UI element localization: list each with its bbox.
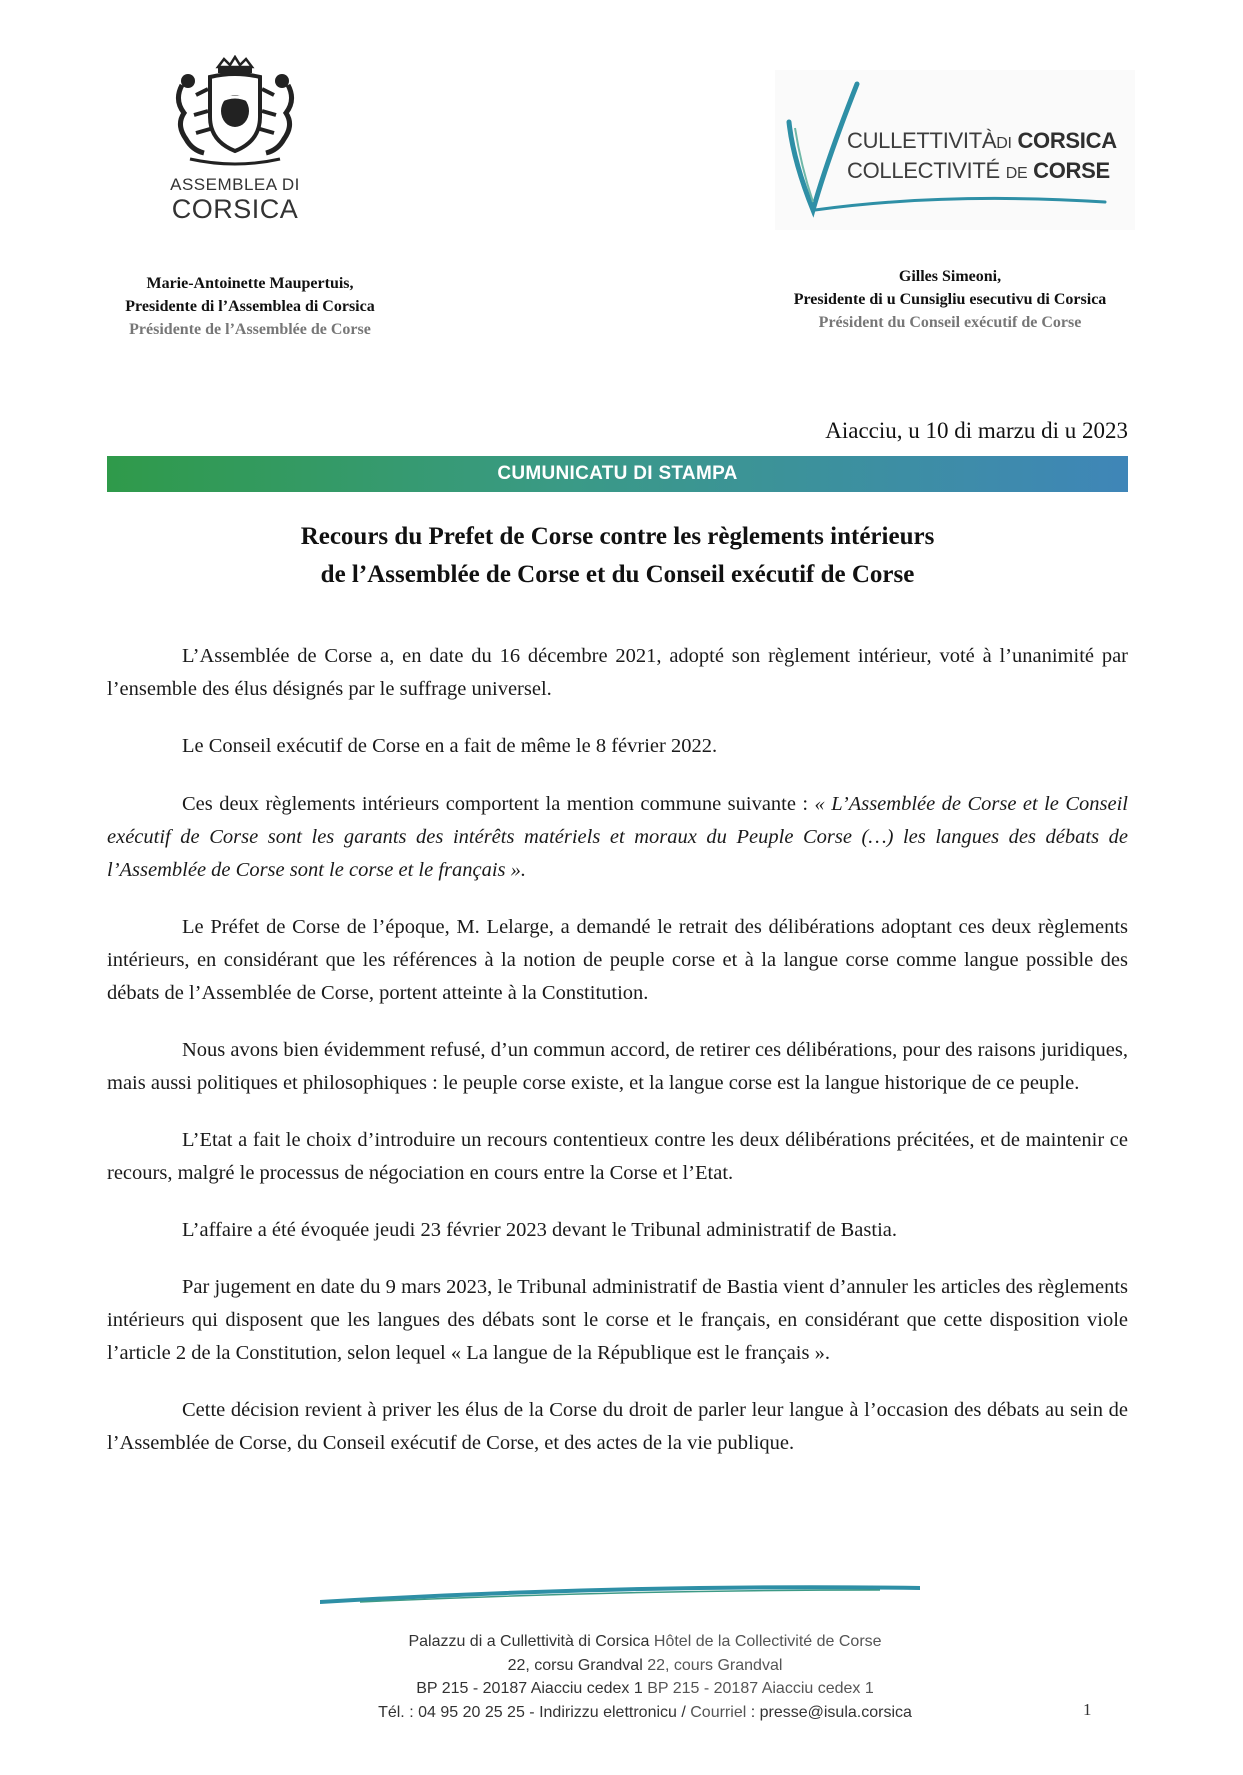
page-number: 1 <box>1083 1700 1092 1719</box>
paragraph-8: Par jugement en date du 9 mars 2023, le Tribunal administratif de Bastia vient d’annuler les articles des règlements intérieurs qui disposent que les langues des débats sont le corse et le français, en considérant que cette disposition viole l’article 2 de la Constitution, selon lequel « La langue de la République est le français ». <box>107 1276 1128 1364</box>
paragraph-2: Le Conseil exécutif de Corse en a fait de même le 8 février 2022. <box>182 735 718 757</box>
paragraph-3 <box>107 788 1128 887</box>
assemblea-logo-line1: ASSEMBLEA DI <box>170 175 300 194</box>
title-line2: de l’Assemblée de Corse et du Conseil exécutif de Corse <box>320 561 915 588</box>
signatory-left <box>80 272 420 341</box>
paragraph-6: L’Etat a fait le choix d’introduire un recours contentieux contre les deux délibérations précitées, et de maintenir ce recours, malgré le processus de négociation en cours entre la Corse et l’Etat. <box>107 1129 1128 1184</box>
paragraph-4: Le Préfet de Corse de l’époque, M. Lelarge, a demandé le retrait des délibérations adoptant ces deux règlements intérieurs, en considérant que les références à la notion de peuple corse et à la langue corse comme langue possible des débats de l’Assemblée de Corse, portent atteinte à la Constitution. <box>107 916 1128 1004</box>
collettivita-logo-line1: CULLETTIVITÀDI CORSICA <box>847 128 1117 153</box>
paragraph-3-intro: Ces deux règlements intérieurs comportent la mention commune suivante : <box>182 793 815 815</box>
signatory-left-name: Marie-Antoinette Maupertuis, <box>146 275 354 292</box>
signatory-right-role-fr: Président du Conseil exécutif de Corse <box>818 314 1082 331</box>
paragraph-1: L’Assemblée de Corse a, en date du 16 décembre 2021, adopté son règlement intérieur, voté à l’unanimité par l’ensemble des élus désignés par le suffrage universel. <box>107 645 1128 700</box>
signatory-right <box>750 265 1150 334</box>
assemblea-logo-line2: CORSICA <box>171 194 299 224</box>
footer-address <box>250 1630 1040 1724</box>
press-release-title <box>107 518 1128 594</box>
press-release-body <box>107 640 1128 1484</box>
collettivita-di-corsica-logo <box>775 70 1135 230</box>
assemblea-di-corsica-logo <box>150 55 320 235</box>
paragraph-7: L’affaire a été évoquée jeudi 23 février 2023 devant le Tribunal administratif de Bastia. <box>182 1219 897 1241</box>
signatory-right-name: Gilles Simeoni, <box>898 268 1002 285</box>
paragraph-5: Nous avons bien évidemment refusé, d’un commun accord, de retirer ces délibérations, pour des raisons juridiques, mais aussi politiques et philosophiques : le peuple corse existe, et la langue corse est la langue historique de ce peuple. <box>107 1039 1128 1094</box>
footer-swoosh-icon <box>320 1582 920 1606</box>
footer-line-4: Tél. : 04 95 20 25 25 - Indirizzu elettronicu / Courriel : presse@isula.corsica <box>378 1703 912 1721</box>
signatory-left-role: Presidente di l’Assemblea di Corsica <box>125 298 375 315</box>
press-release-banner: CUMUNICATU DI STAMPA <box>107 456 1128 492</box>
press-release-date: Aiacciu, u 10 di marzu di u 2023 <box>825 418 1128 443</box>
signatory-left-role-fr: Présidente de l’Assemblée de Corse <box>129 321 371 338</box>
corsica-coat-of-arms-icon <box>170 55 300 173</box>
paragraph-3-quote: « L’Assemblée de Corse et le Conseil exécutif de Corse sont les garants des intérêts matériels et moraux du Peuple Corse (…) les langues des débats de l’Assemblée de Corse sont le corse et le français ». <box>107 793 1128 881</box>
paragraph-9: Cette décision revient à priver les élus de la Corse du droit de parler leur langue à l’occasion des débats au sein de l’Assemblée de Corse, du Conseil exécutif de Corse, et des actes de la vie publique. <box>107 1399 1128 1454</box>
collettivita-logo-line2: COLLECTIVITÉ DE CORSE <box>847 158 1110 183</box>
footer-line-3: BP 215 - 20187 Aiacciu cedex 1 BP 215 - 20187 Aiacciu cedex 1 <box>416 1680 874 1697</box>
title-line1: Recours du Prefet de Corse contre les règlements intérieurs <box>300 523 935 550</box>
footer-line-2: 22, corsu Grandval 22, cours Grandval <box>507 1656 783 1674</box>
signatory-right-role: Presidente di u Cunsigliu esecutivu di Corsica <box>793 291 1107 308</box>
footer-line-1: Palazzu di a Cullettività di Corsica Hôtel de la Collectivité de Corse <box>408 1633 882 1650</box>
